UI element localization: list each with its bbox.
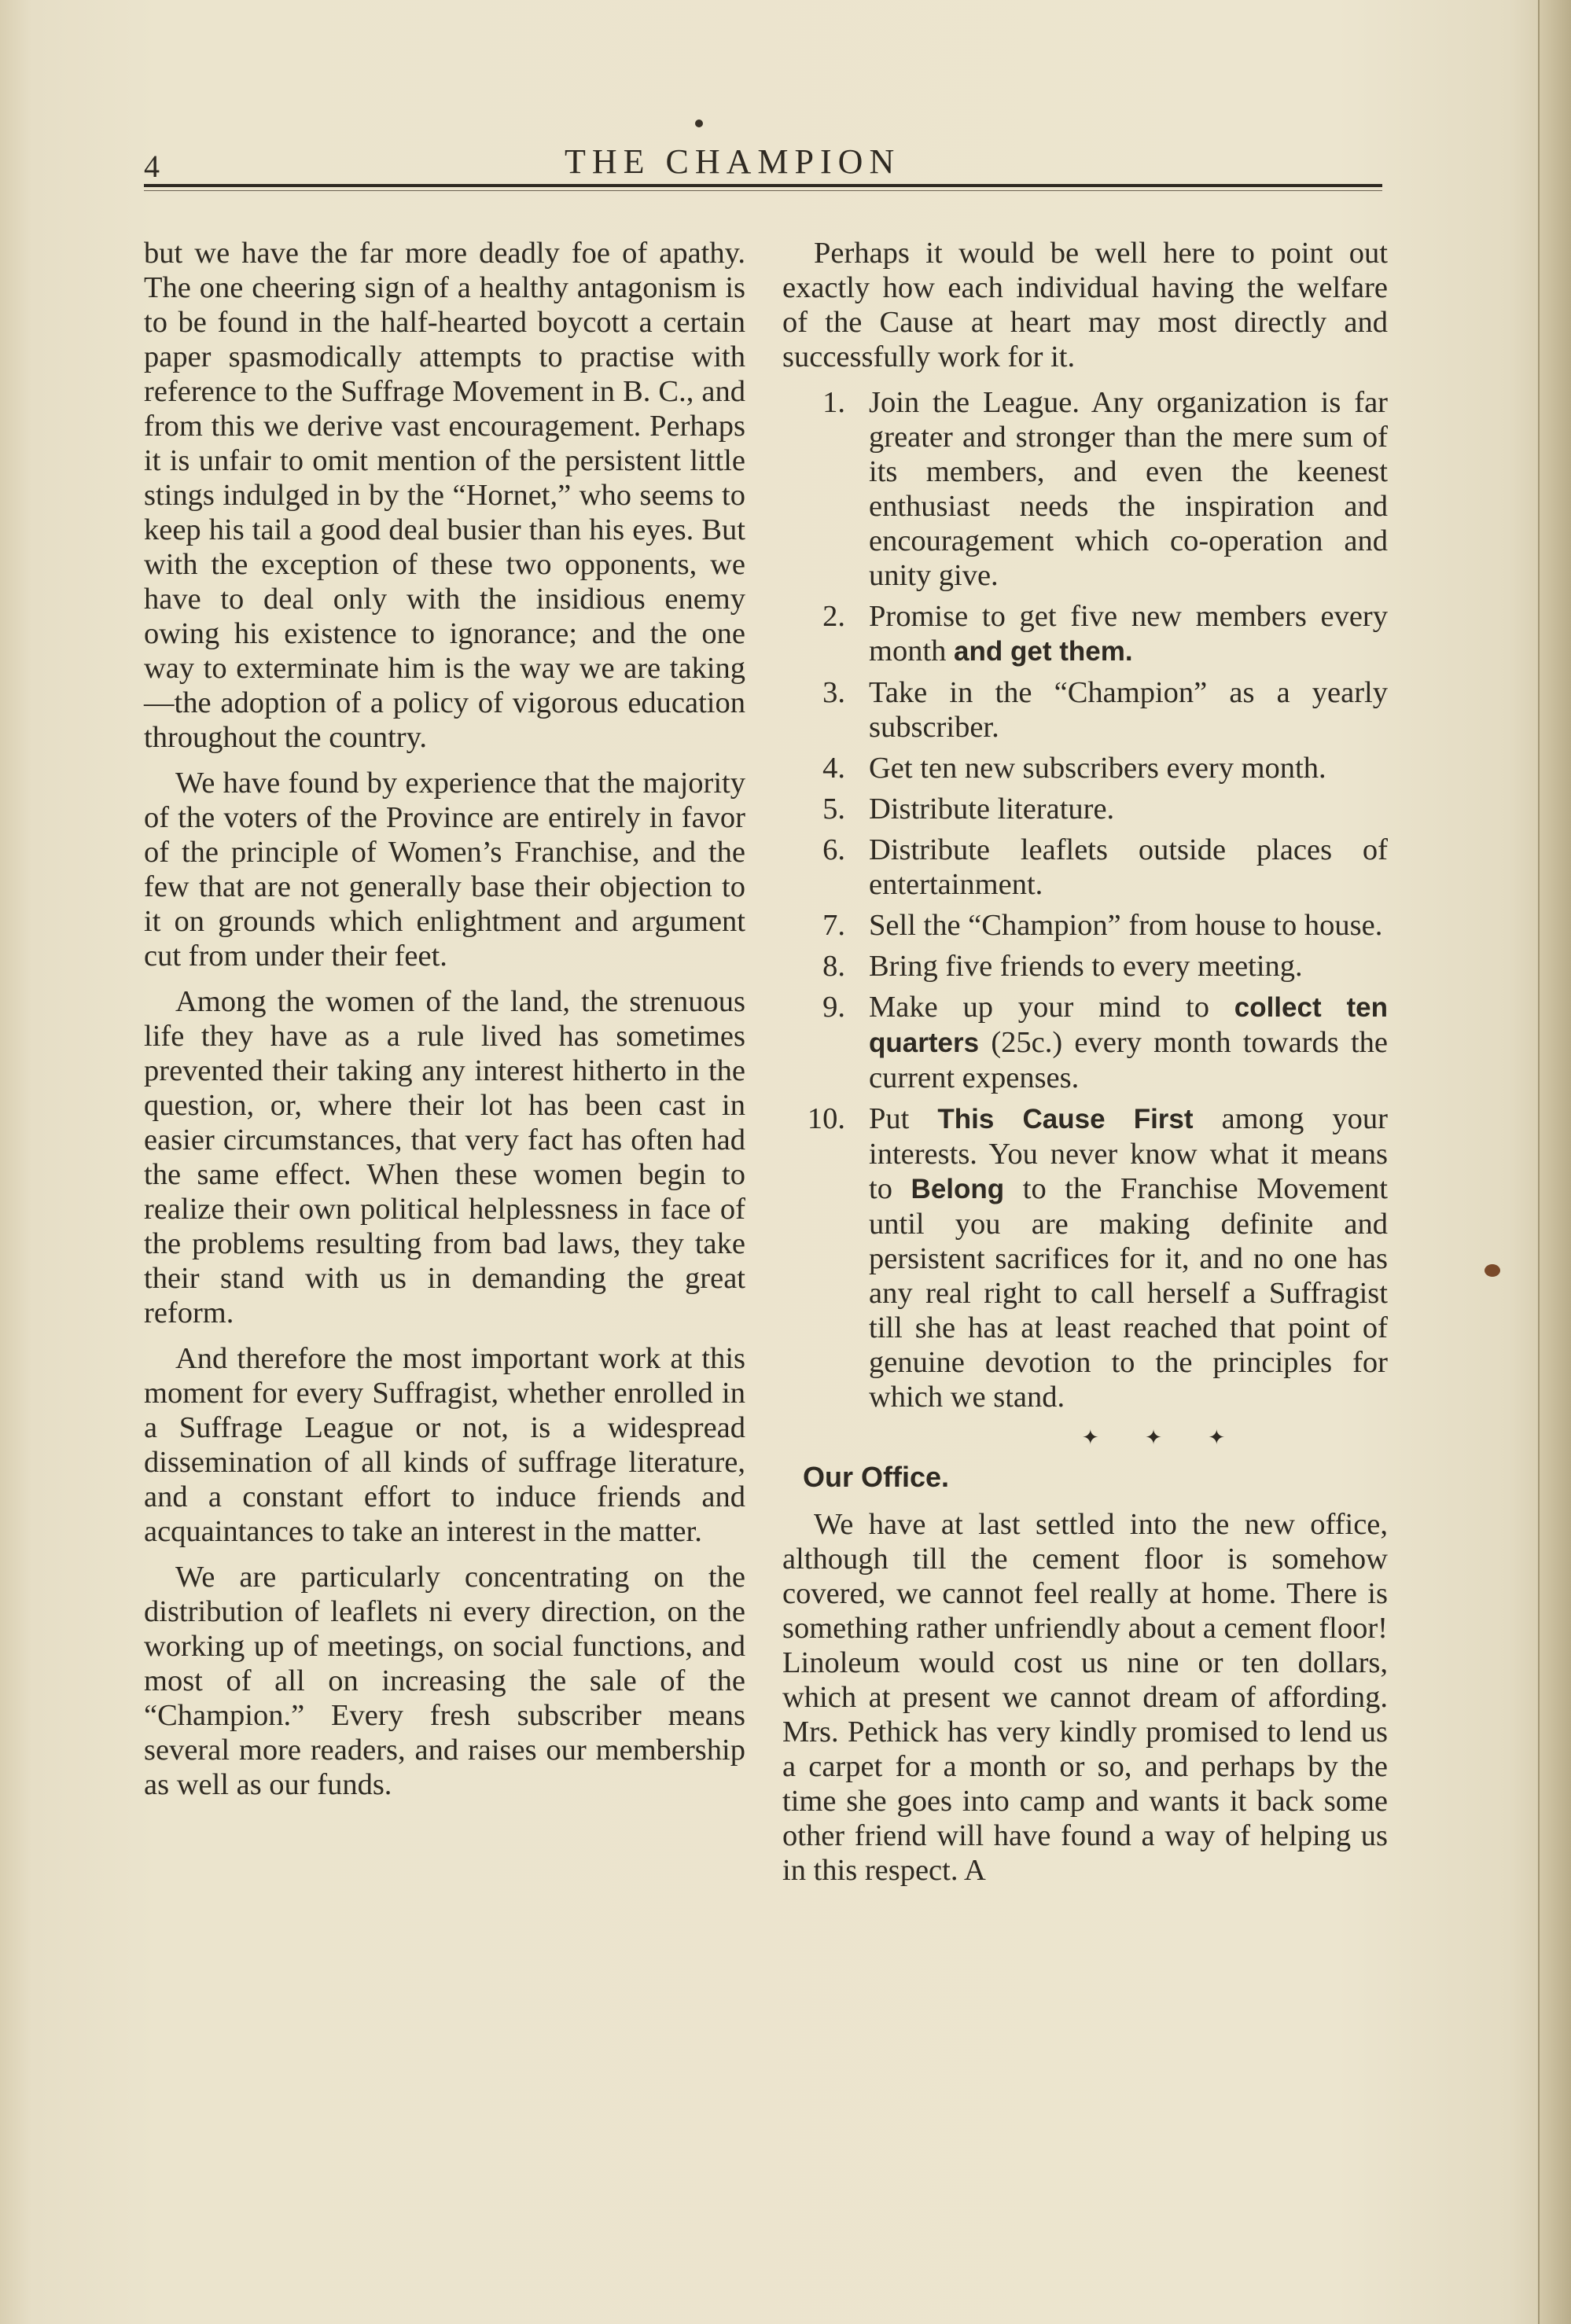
page-title: THE CHAMPION [565,142,901,181]
section-heading: Our Office. [803,1461,950,1493]
list-number: 8. [822,950,845,983]
list-number: 3. [822,676,845,709]
list-emphasis: collect ten quarters [869,992,1388,1058]
list-item [782,833,1388,902]
paragraph: We have found by experience that the majority of the voters of the Province are entirely in favor of the principle of Women’s Franchise, and the few that are not generally base their objection to it on grounds which enlightment and argument cut from under their feet. [144,767,745,973]
page-number: 4 [144,149,160,184]
list-item [782,751,1388,785]
list-text: Bring five friends to every meeting. [869,950,1303,983]
list-item [782,385,1388,593]
list-item [782,792,1388,826]
list-item [782,908,1388,943]
list-item [782,1101,1388,1414]
list-text: Make up your mind to [869,991,1209,1024]
list-emphasis: This Cause First [937,1104,1194,1134]
header-rule [144,184,1382,187]
list-item [782,675,1388,745]
paragraph: but we have the far more deadly foe of apathy. The one cheering sign of a healthy antagonism is to be found in the half-hearted boycott a certain paper spasmodically attempts to practise with reference to the Suffrage Movement in B. C., and from this we derive vast encouragement. Perhaps it is unfair to omit mention of the persistent little stings indulged in by the “Hornet,” who seems to keep his tail a good deal busier than his eyes. But with the exception of these two opponents, we have to deal only with the insidious enemy owing his existence to ignorance; and the one way to exterminate him is the way we are taking—the adoption of a policy of vigorous education throughout the country. [144,237,745,754]
list-emphasis: Belong [911,1174,1005,1204]
list-number: 10. [807,1102,845,1135]
section-ornament: ✦ ✦ ✦ [1081,1426,1246,1449]
right-column [782,236,1388,1899]
list-text: Promise to get five new members every month [869,600,1388,667]
list-number: 9. [822,991,845,1024]
page-header [144,142,1382,197]
list-number: 5. [822,792,845,826]
paper-stain [1485,1264,1500,1277]
paragraph: And therefore the most important work at this moment for every Suffragist, whether enrolled in a Suffrage League or not, is a widespread dissemination of all kinds of suffrage literature, and a constant effort to induce friends and acquaintances to take an interest in the matter. [144,1342,745,1548]
list-text: Sell the “Champion” from house to house. [869,909,1383,942]
list-number: 2. [822,600,845,633]
list-text: Distribute literature. [869,792,1115,826]
list-item [782,949,1388,984]
action-list [782,385,1388,1414]
list-number: 1. [822,386,845,419]
paragraph: We are particularly concentrating on the distribution of leaflets ni every direction, on the working up of meetings, on social functions, and most of all on increasing the sale of the “Champion.” Every fresh subscriber means several more readers, and raises our membership as well as our funds. [144,1561,745,1801]
list-text: Take in the “Champion” as a yearly subscriber. [869,676,1388,744]
page-edge [1538,0,1571,2324]
list-number: 7. [822,909,845,942]
list-text: Join the League. Any organization is far greater and stronger than the mere sum of its members, and even the keenest enthusiast needs the inspiration and encouragement which co-operation and unity give. [869,386,1388,592]
list-item [782,599,1388,669]
header-rule-thin [144,190,1382,191]
paragraph: Among the women of the land, the strenuous life they have as a rule lived has sometimes prevented their taking any interest hitherto in the question, or, where their lot has been cast in easier circumstances, that very fact has often had the same effect. When these women begin to realize their own political helplessness in face of the problems resulting from bad laws, they take their stand with us in demanding the great reform. [144,985,745,1329]
list-text: among your interests. You never know what it means to [869,1102,1388,1205]
list-text: (25c.) every month towards the current expenses. [869,1026,1389,1094]
list-text: to the Franchise Movement until you are making definite and persistent sacrifices for it, and no one has any real right to call herself a Suffragist till she has at least reached that point of genuine devotion to the principles for which we stand. [869,1172,1388,1414]
list-text: Put [869,1102,910,1135]
list-number: 6. [822,833,845,866]
left-column [144,236,745,1813]
paragraph: We have at last settled into the new office, although till the cement floor is somehow covered, we cannot feel really at home. There is something rather unfriendly about a cement floor! Linoleum would cost us nine or ten dollars, which at present we cannot dream of affording. Mrs. Pethick has very kindly promised to lend us a carpet for a month or so, and perhaps by the time she goes into camp and wants it back some other friend will have found a way of helping us in this respect. A [782,1508,1388,1887]
paper-speck [695,120,703,127]
intro-paragraph: Perhaps it would be well here to point out exactly how each individual having the welfare of the Cause at heart may most directly and successfully work for it. [782,237,1388,373]
list-number: 4. [822,752,845,785]
list-text: Distribute leaflets outside places of entertainment. [869,833,1388,901]
list-emphasis: and get them. [954,636,1133,667]
list-item [782,990,1388,1095]
list-text: Get ten new subscribers every month. [869,752,1326,785]
